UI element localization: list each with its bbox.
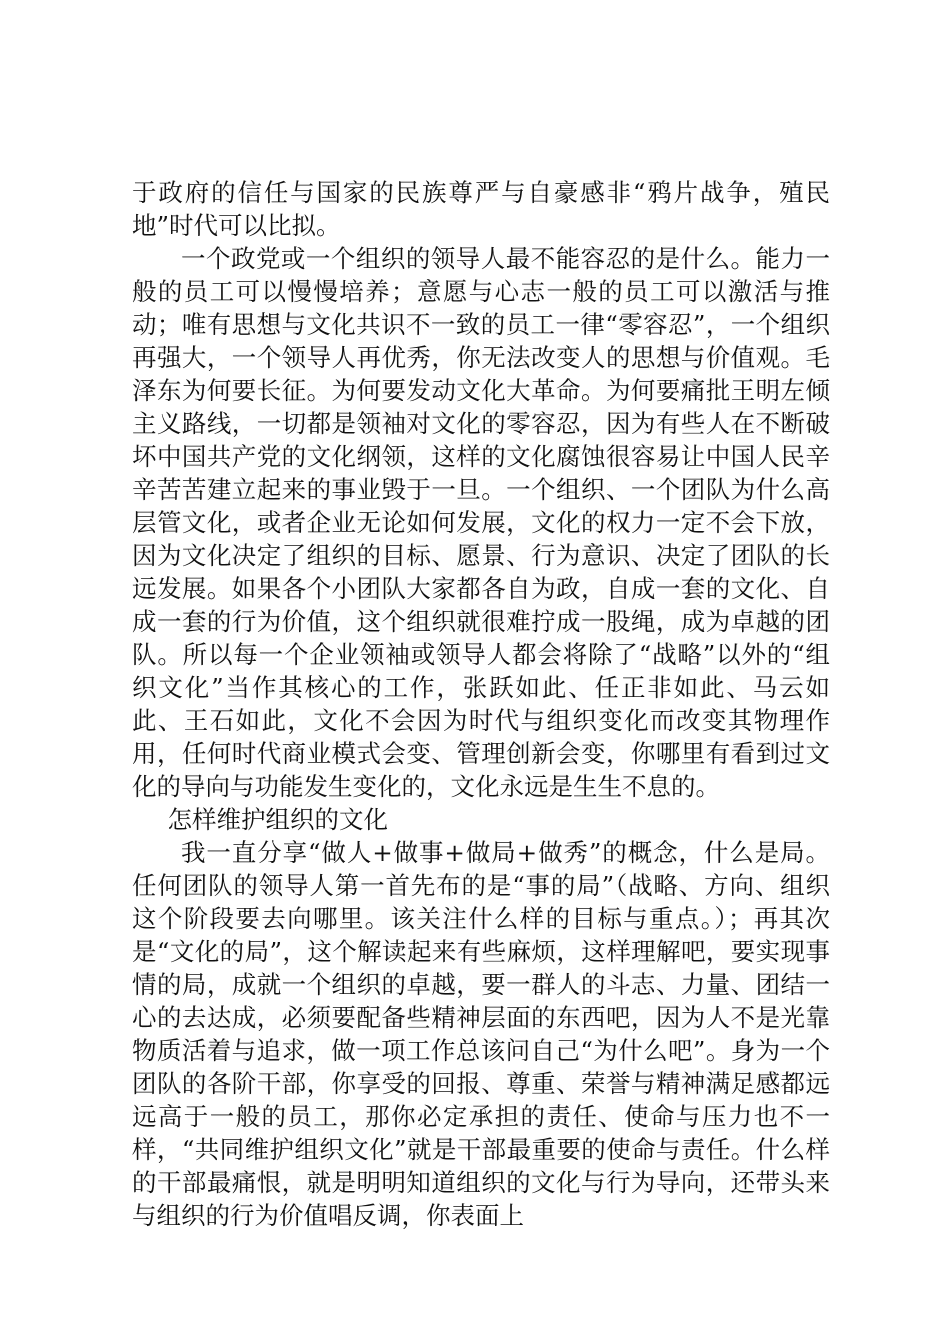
paragraph-leadership-zero-tolerance: 一个政党或一个组织的领导人最不能容忍的是什么。能力一般的员工可以慢慢培养；意愿与心志一般的员工可以激活与推动；唯有思想与文化共识不一致的员工一律“零容忍”，一个组织再强大，一个领导人再优秀，你无法改变人的思想与价值观。毛泽东为何要长征。为何要发动文化大革命。为何要痛批王明左倾主义路线，一切都是领袖对文化的零容忍，因为有些人在不断破坏中国共产党的文化纲领，这样的文化腐蚀很容易让中国人民辛辛苦苦建立起来的事业毁于一旦。一个组织、一个团队为什么高层管文化，或者企业无论如何发展，文化的权力一定不会下放，因为文化决定了组织的目标、愿景、行为意识、决定了团队的长远发展。如果各个小团队大家都各自为政，自成一套的文化、自成一套的行为价值，这个组织就很难拧成一股绳，成为卓越的团队。所以每一个企业领袖或领导人都会将除了“战略”以外的“组织文化”当作其核心的工作，张跃如此、任正非如此、马云如此、王石如此，文化不会因为时代与组织变化而改变其物理作用，任何时代商业模式会变、管理创新会变，你哪里有看到过文化的导向与功能发生变化的，文化永远是生生不息的。 (132, 244, 830, 801)
document-page (132, 176, 830, 1232)
paragraph-continuation: 于政府的信任与国家的民族尊严与自豪感非“鸦片战争，殖民地”时代可以比拟。 (132, 178, 830, 240)
paragraph-cadre-responsibility: 我一直分享“做人+做事+做局+做秀”的概念，什么是局。任何团队的领导人第一首先布的是“事的局”（战略、方向、组织这个阶段要去向哪里。该关注什么样的目标与重点。）；再其次是“文化的局”，这个解读起来有些麻烦，这样理解吧，要实现事情的局，成就一个组织的卓越，要一群人的斗志、力量、团结一心的去达成，必须要配备些精神层面的东西吧，因为人不是光靠物质活着与追求，做一项工作总该问自己“为什么吧”。身为一个团队的各阶干部，你享受的回报、尊重、荣誉与精神满足感都远远高于一般的员工，那你必定承担的责任、使命与压力也不一样，“共同维护组织文化”就是干部最重要的使命与责任。什么样的干部最痛恨，就是明明知道组织的文化与行为导向，还带头来与组织的行为价值唱反调，你表面上 (132, 838, 830, 1230)
section-heading-maintain-culture: 怎样维护组织的文化 (167, 805, 389, 834)
